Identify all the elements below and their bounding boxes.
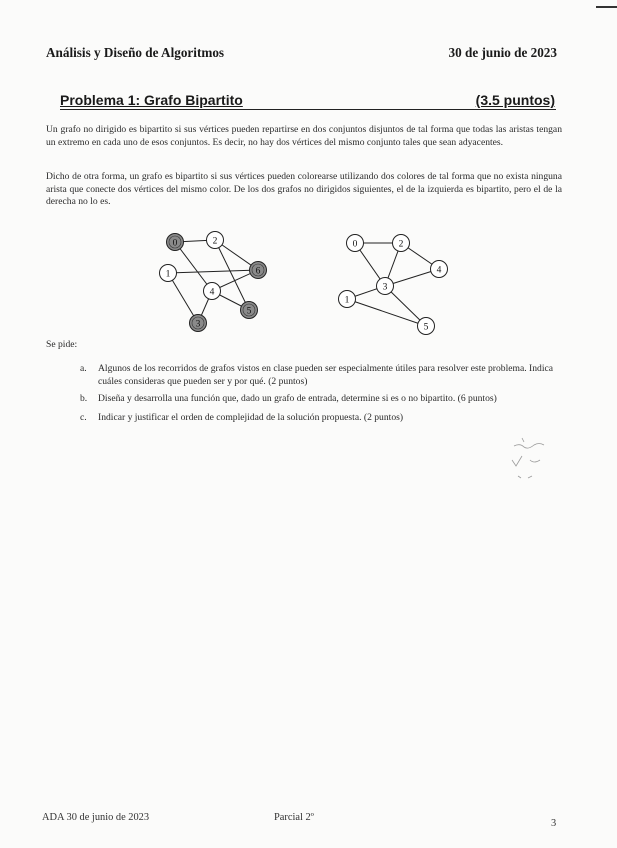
tasks-intro: Se pide: xyxy=(46,339,78,350)
task-letter-b: b. xyxy=(80,393,88,404)
handwritten-scribble xyxy=(500,430,570,490)
problem-points: (3.5 puntos) xyxy=(475,92,555,108)
left-node-label: 4 xyxy=(209,287,215,298)
problem-title: Problema 1: Grafo Bipartito xyxy=(60,92,243,108)
exam-date: 30 de junio de 2023 xyxy=(448,45,557,60)
edge xyxy=(215,240,249,310)
paragraph-definition: Un grafo no dirigido es bipartito si sus vértices pueden repartirse en dos conjuntos disjuntos de tal forma que todas las aristas tengan un extremo en cada uno de esos conjuntos. Es decir, no hay dos vértices del mismo conjunto tales que sean adyacentes. xyxy=(46,124,562,148)
task-c: Indicar y justificar el orden de complejidad de la solución propuesta. (2 puntos) xyxy=(98,412,404,423)
right-node-label: 5 xyxy=(423,322,429,333)
edge xyxy=(175,242,212,291)
edge xyxy=(347,299,426,326)
footer-course-date: ADA 30 de junio de 2023 xyxy=(42,812,150,823)
right-node-label: 1 xyxy=(344,295,350,306)
footer-page-number: 3 xyxy=(551,818,557,829)
right-graph-nodes xyxy=(339,235,448,335)
right-node-label: 3 xyxy=(382,282,388,293)
right-node-label: 0 xyxy=(352,239,358,250)
edge xyxy=(168,270,258,273)
paragraph-coloring: Dicho de otra forma, un grafo es bipartito si sus vértices pueden colorearse utilizando dos colores de tal forma que no exista ninguna arista que conecte dos vértices del mismo color. De los dos grafos no dirigidos siguientes, el de la izquierda es bipartito, pero el de la derecha no lo es. xyxy=(46,171,562,208)
course-title: Análisis y Diseño de Algoritmos xyxy=(46,45,225,60)
left-node-label: 5 xyxy=(246,306,252,317)
footer-exam-name: Parcial 2º xyxy=(274,812,314,823)
right-node-label: 2 xyxy=(398,239,404,250)
left-node-label: 3 xyxy=(195,319,201,330)
task-a: Algunos de los recorridos de grafos vistos en clase pueden ser especialmente útiles para resolver este problema. Indica cuáles consideras que pueden ser y por qué. (2 puntos) xyxy=(98,363,554,387)
task-b: Diseña y desarrolla una función que, dado un grafo de entrada, determine si es o no bipartito. (6 puntos) xyxy=(98,393,497,404)
task-letter-a: a. xyxy=(80,363,87,374)
left-graph-nodes xyxy=(160,232,267,332)
task-letter-c: c. xyxy=(80,412,87,423)
right-node-label: 4 xyxy=(436,265,442,276)
left-node-label: 0 xyxy=(172,238,178,249)
left-node-label: 2 xyxy=(212,236,218,247)
left-node-label: 1 xyxy=(165,269,171,280)
left-node-label: 6 xyxy=(255,266,261,277)
